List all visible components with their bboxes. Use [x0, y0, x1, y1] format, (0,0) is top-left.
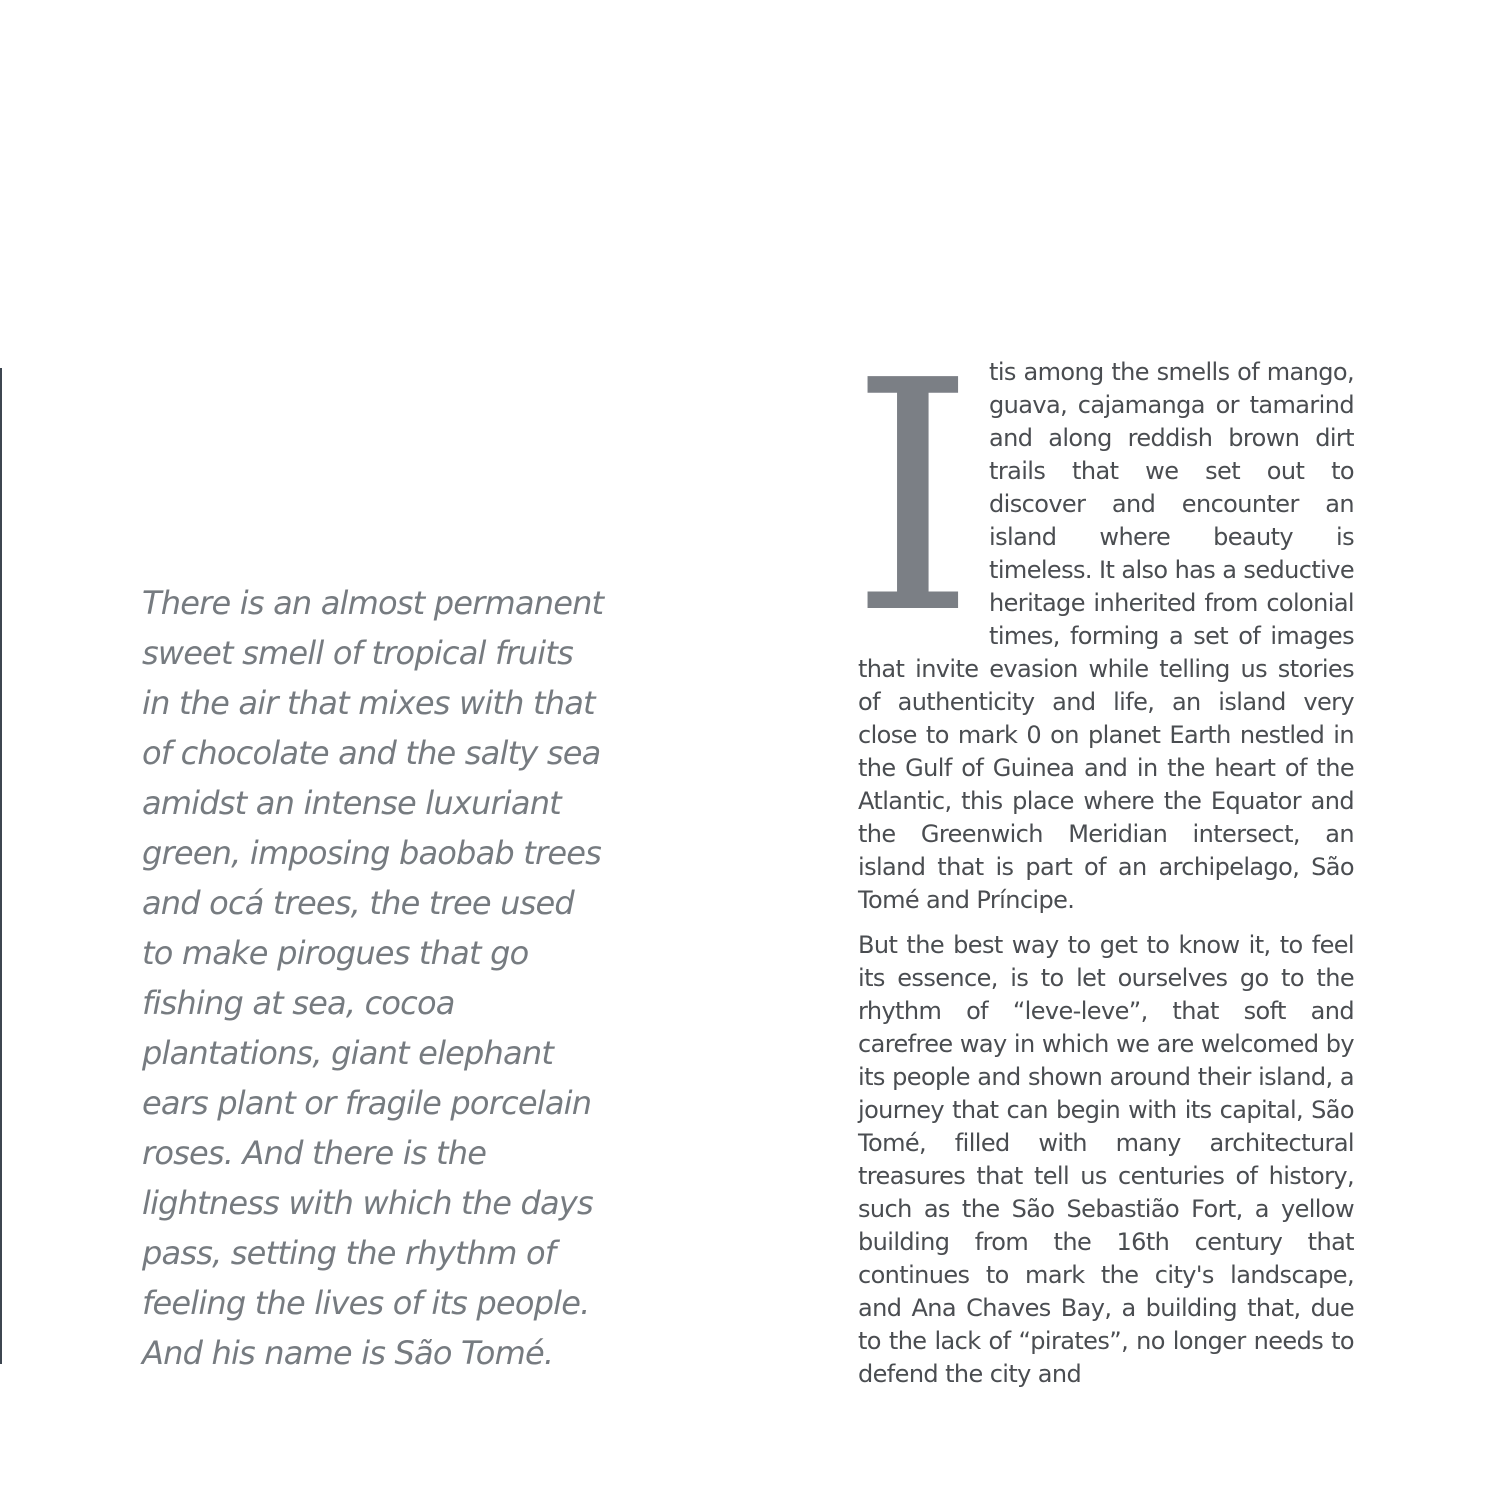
page-edge-line	[0, 368, 2, 1364]
drop-cap: I	[850, 313, 976, 683]
pull-quote-line: of chocolate and the salty sea	[142, 734, 601, 772]
article-body	[850, 313, 1354, 1391]
pull-quote-line: feeling the lives of its people.	[142, 1284, 590, 1322]
pull-quote-line: in the air that mixes with that	[142, 684, 595, 722]
pull-quote-line: green, imposing baobab trees	[142, 834, 602, 872]
pull-quote-line: There is an almost permanent	[142, 584, 604, 622]
pull-quote-line: pass, setting the rhythm of	[142, 1234, 556, 1272]
pull-quote-line: amidst an intense luxuriant	[142, 784, 561, 822]
pull-quote-line: fishing at sea, cocoa	[142, 984, 455, 1022]
pull-quote-line: sweet smell of tropical fruits	[142, 634, 574, 672]
article-paragraph-1-text: tis among the smells of mango, guava, cajamanga or tamarind and along reddish brown dirt trails that we set out to discover and encounter an island where beauty is timeless. It also has a seductive heritage inherited from colonial times, forming a set of images that invite evasion while telling us stories of authenticity and life, an island very close to mark 0 on planet Earth nestled in the Gulf of Guinea and in the heart of the Atlantic, this place where the Equator and the Greenwich Meridian intersect, an island that is part of an archipelago, São Tomé and Príncipe.	[858, 358, 1354, 914]
pull-quote-line: and ocá trees, the tree used	[142, 884, 574, 922]
article-paragraph-2: But the best way to get to know it, to feel its essence, is to let ourselves go to the rhythm of “leve-leve”, that soft and carefree way in which we are welcomed by its people and shown around their island, a journey that can begin with its capital, São Tomé, filled with many architectural treasures that tell us centuries of history, such as the São Sebastião Fort, a yellow building from the 16th century that continues to mark the city's landscape, and Ana Chaves Bay, a building that, due to the lack of “pirates”, no longer needs to defend the city and	[858, 931, 1354, 1388]
pull-quote-line: roses. And there is the	[142, 1134, 487, 1172]
pull-quote	[142, 578, 642, 1378]
pull-quote-line: ears plant or fragile porcelain	[142, 1084, 592, 1122]
pull-quote-line: And his name is São Tomé.	[142, 1334, 554, 1372]
pull-quote-line: lightness with which the days	[142, 1184, 593, 1222]
pull-quote-line: plantations, giant elephant	[142, 1034, 554, 1072]
pull-quote-line: to make pirogues that go	[142, 934, 529, 972]
article-paragraph-1	[850, 313, 1354, 917]
